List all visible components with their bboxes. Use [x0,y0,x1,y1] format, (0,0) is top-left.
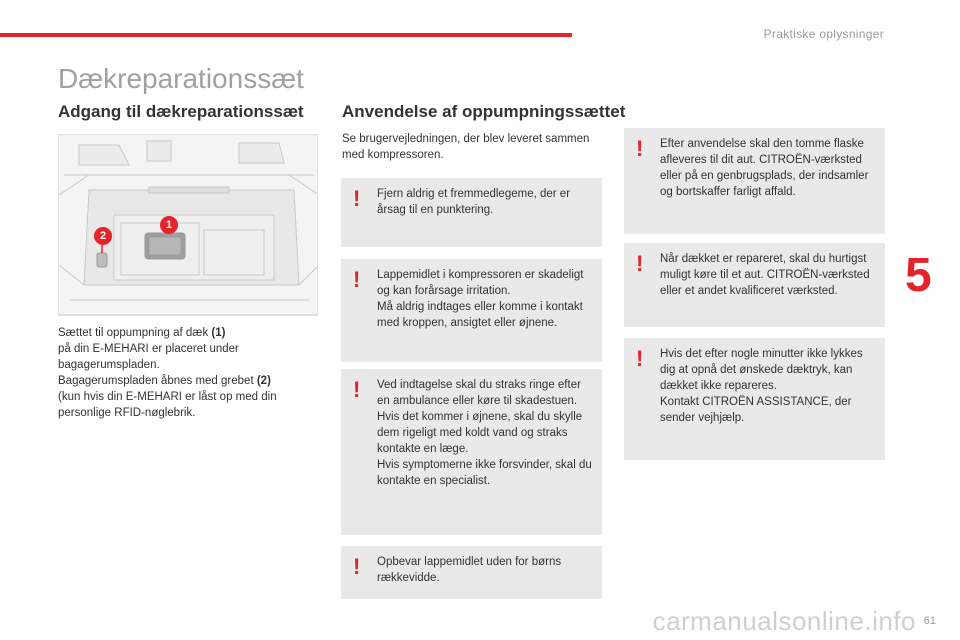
page-number: 61 [923,615,936,627]
warning-icon: ! [353,554,361,579]
chapter-number: 5 [905,249,932,302]
warning-icon: ! [636,136,644,161]
usage-intro: Se brugervejledningen, der blev leveret sammen med kompressoren. [342,133,590,161]
warning-icon: ! [353,186,361,211]
callout-1: 1 [165,219,173,231]
section-header: Praktiske oplysninger [763,27,884,41]
ref-2: (2) [256,375,271,387]
heading-usage: Anvendelse af oppumpningssættet [342,102,626,121]
text-segment: på din E-MEHARI er placeret under bagagerumspladen. [58,343,239,371]
warning-icon: ! [636,251,644,276]
warning-text: Fjern aldrig et fremmedlegeme, der er årsag til en punktering. [377,188,571,216]
trunk-illustration [58,134,318,316]
warning-box [341,178,602,247]
warning-box [341,259,602,362]
text-segment: Bagagerumspladen åbnes med grebet [58,375,257,387]
warning-text: Efter anvendelse skal den tomme flaske afleveres til dit aut. CITROËN-værksted eller på en genbrugsplads, der indsamler og bortskaffer farligt affald. [660,138,869,198]
page-title: Dækreparationssæt [58,63,304,94]
watermark: carmanualsonline.info [652,606,916,636]
warning-box [624,243,885,327]
warning-box [624,338,885,460]
warning-text: Opbevar lappemidlet uden for børns rækkevidde. [377,556,562,584]
warning-text: Ved indtagelse skal du straks ringe efter en ambulance eller køre til skadestuen. Hvis det kommer i øjnene, skal du skylle dem rigeligt med koldt vand og straks kontakte en læge. Hvis symptomerne ikke forsvinder, skal du kontakte en specialist. [377,379,592,487]
text-segment: Sættet til oppumpning af dæk [58,327,212,339]
warning-box [341,546,602,599]
warning-text: Når dækket er repareret, skal du hurtigst muligt køre til et aut. CITROËN-værksted eller et andet kvalificeret værksted. [660,253,870,297]
ref-1: (1) [211,327,226,339]
warning-text: Hvis det efter nogle minutter ikke lykkes dig at opnå det ønskede dæktryk, kan dækket ikke repareres. Kontakt CITROËN ASSISTANCE, der sender vejhjælp. [660,348,863,424]
callout-2: 2 [99,230,107,242]
warning-icon: ! [353,377,361,402]
warning-box [341,369,602,535]
text-segment: (kun hvis din E-MEHARI er låst op med din personlige RFID-nøglebrik. [58,391,277,419]
heading-access: Adgang til dækreparationssæt [58,102,304,121]
warning-text: Lappemidlet i kompressoren er skadeligt og kan forårsage irritation. Må aldrig indtages eller komme i kontakt med kroppen, ansigtet eller øjnene. [377,269,584,329]
header-accent-bar [0,33,572,37]
access-description [58,325,320,421]
warning-icon: ! [353,267,361,292]
warning-box [624,128,885,234]
warning-icon: ! [636,346,644,371]
